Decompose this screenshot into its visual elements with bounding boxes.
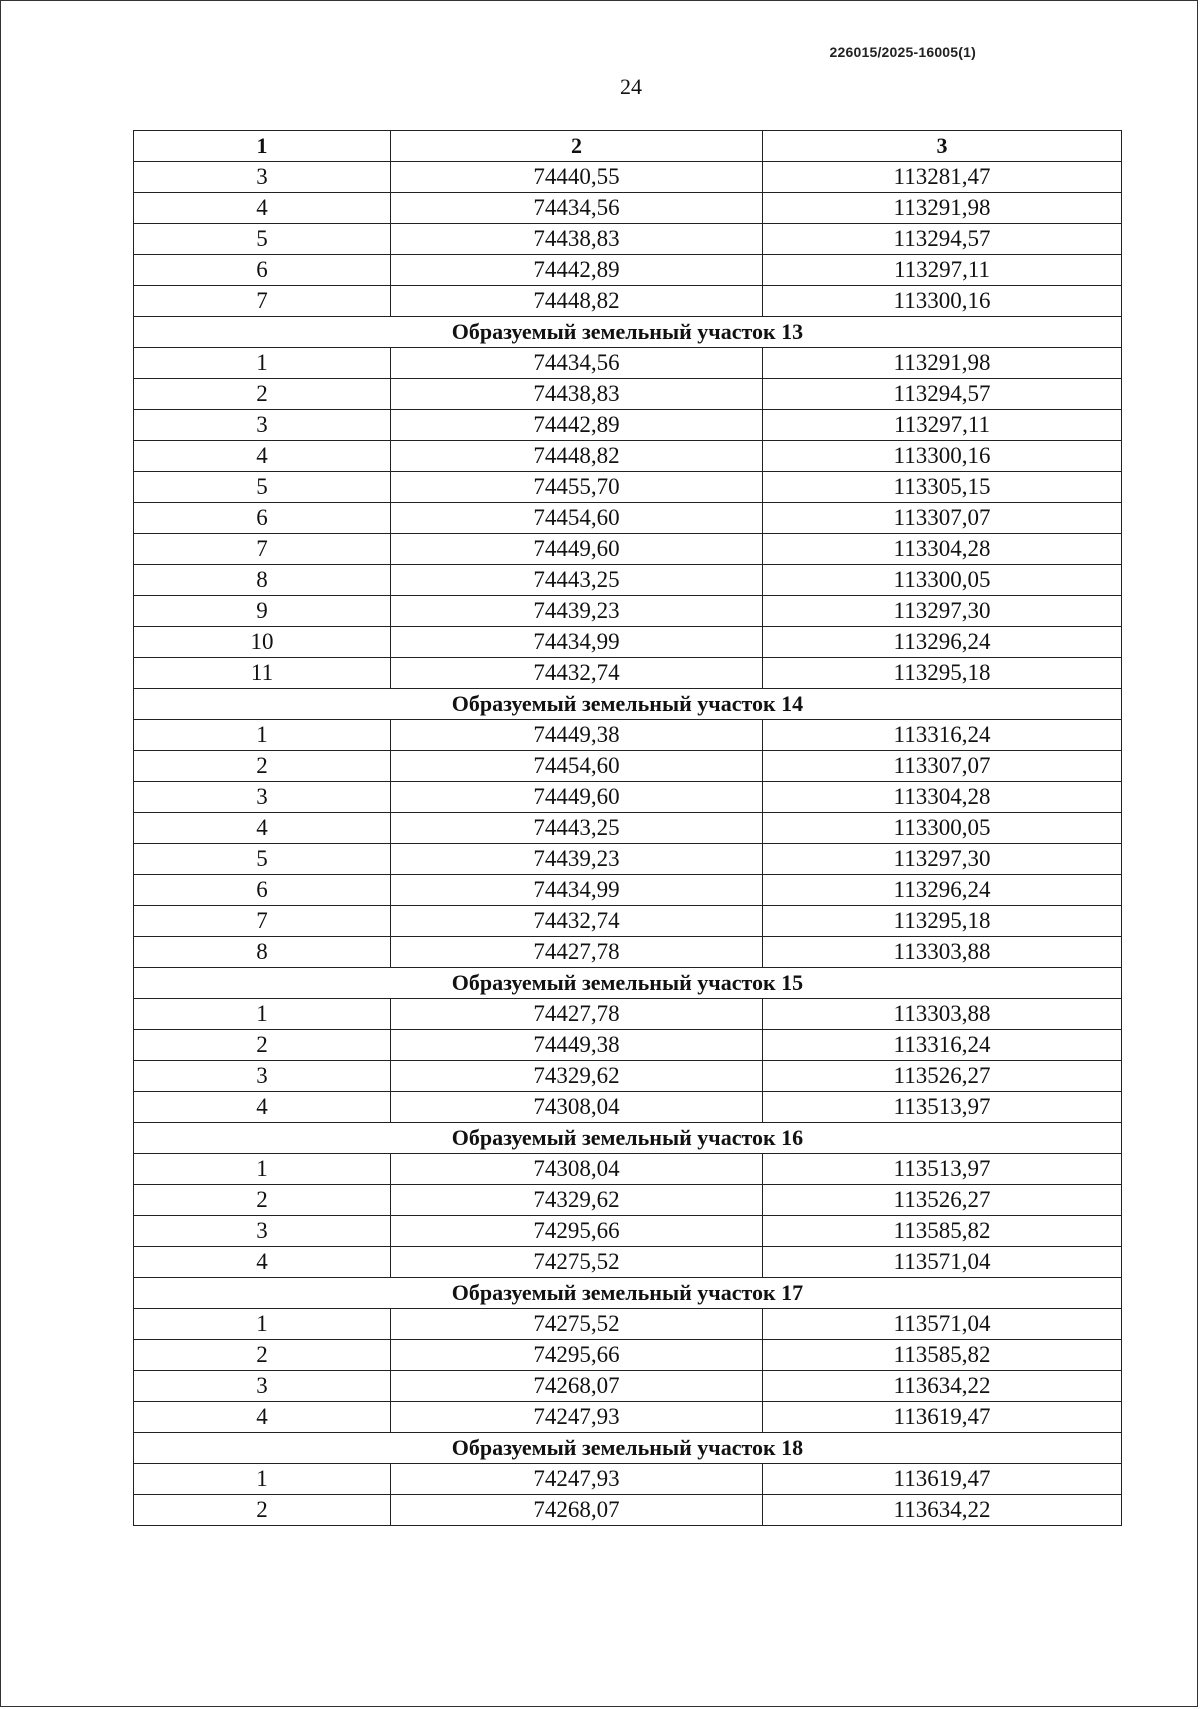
x-coordinate-cell: 74449,38 bbox=[391, 1030, 763, 1061]
table-row bbox=[134, 782, 1122, 813]
y-coordinate-cell: 113300,05 bbox=[763, 565, 1122, 596]
point-number-cell: 4 bbox=[134, 813, 391, 844]
table-row bbox=[134, 875, 1122, 906]
page-number: 24 bbox=[620, 74, 642, 99]
point-number-cell: 2 bbox=[134, 1185, 391, 1216]
section-title: Образуемый земельный участок 14 bbox=[134, 689, 1122, 720]
point-number-cell: 5 bbox=[134, 844, 391, 875]
point-number-cell: 4 bbox=[134, 441, 391, 472]
point-number-cell: 1 bbox=[134, 348, 391, 379]
y-coordinate-cell: 113619,47 bbox=[763, 1402, 1122, 1433]
y-coordinate-cell: 113526,27 bbox=[763, 1061, 1122, 1092]
point-number-cell: 5 bbox=[134, 472, 391, 503]
point-number-cell: 1 bbox=[134, 1154, 391, 1185]
y-coordinate-cell: 113297,11 bbox=[763, 410, 1122, 441]
x-coordinate-cell: 74434,56 bbox=[391, 193, 763, 224]
section-title: Образуемый земельный участок 16 bbox=[134, 1123, 1122, 1154]
table-row bbox=[134, 224, 1122, 255]
point-number-cell: 3 bbox=[134, 782, 391, 813]
table-row bbox=[134, 1154, 1122, 1185]
table-row bbox=[134, 410, 1122, 441]
table-row bbox=[134, 1371, 1122, 1402]
point-number-cell: 11 bbox=[134, 658, 391, 689]
y-coordinate-cell: 113585,82 bbox=[763, 1216, 1122, 1247]
y-coordinate-cell: 113316,24 bbox=[763, 1030, 1122, 1061]
table-row bbox=[134, 906, 1122, 937]
x-coordinate-cell: 74442,89 bbox=[391, 410, 763, 441]
y-coordinate-cell: 113297,30 bbox=[763, 844, 1122, 875]
point-number-cell: 9 bbox=[134, 596, 391, 627]
document-id: 226015/2025-16005(1) bbox=[829, 44, 976, 60]
x-coordinate-cell: 74439,23 bbox=[391, 596, 763, 627]
section-header-row bbox=[134, 968, 1122, 999]
section-header-row bbox=[134, 1278, 1122, 1309]
header-cell: 2 bbox=[391, 131, 763, 162]
x-coordinate-cell: 74443,25 bbox=[391, 813, 763, 844]
x-coordinate-cell: 74295,66 bbox=[391, 1340, 763, 1371]
y-coordinate-cell: 113295,18 bbox=[763, 906, 1122, 937]
table-row bbox=[134, 565, 1122, 596]
x-coordinate-cell: 74295,66 bbox=[391, 1216, 763, 1247]
table-row bbox=[134, 596, 1122, 627]
x-coordinate-cell: 74443,25 bbox=[391, 565, 763, 596]
y-coordinate-cell: 113307,07 bbox=[763, 751, 1122, 782]
table-row bbox=[134, 534, 1122, 565]
y-coordinate-cell: 113294,57 bbox=[763, 224, 1122, 255]
table-row bbox=[134, 658, 1122, 689]
section-header-row bbox=[134, 689, 1122, 720]
y-coordinate-cell: 113526,27 bbox=[763, 1185, 1122, 1216]
table-row bbox=[134, 751, 1122, 782]
x-coordinate-cell: 74448,82 bbox=[391, 441, 763, 472]
point-number-cell: 8 bbox=[134, 565, 391, 596]
table-row bbox=[134, 999, 1122, 1030]
section-title: Образуемый земельный участок 13 bbox=[134, 317, 1122, 348]
y-coordinate-cell: 113294,57 bbox=[763, 379, 1122, 410]
table-row bbox=[134, 1340, 1122, 1371]
table-row bbox=[134, 1464, 1122, 1495]
table-row bbox=[134, 1402, 1122, 1433]
table-header-row bbox=[134, 131, 1122, 162]
table-row bbox=[134, 1092, 1122, 1123]
x-coordinate-cell: 74247,93 bbox=[391, 1402, 763, 1433]
point-number-cell: 4 bbox=[134, 193, 391, 224]
point-number-cell: 7 bbox=[134, 534, 391, 565]
x-coordinate-cell: 74434,56 bbox=[391, 348, 763, 379]
point-number-cell: 6 bbox=[134, 503, 391, 534]
table-row bbox=[134, 813, 1122, 844]
point-number-cell: 5 bbox=[134, 224, 391, 255]
x-coordinate-cell: 74427,78 bbox=[391, 937, 763, 968]
coordinates-table bbox=[133, 130, 1122, 1526]
point-number-cell: 1 bbox=[134, 1309, 391, 1340]
table-row bbox=[134, 379, 1122, 410]
x-coordinate-cell: 74427,78 bbox=[391, 999, 763, 1030]
x-coordinate-cell: 74442,89 bbox=[391, 255, 763, 286]
table-row bbox=[134, 286, 1122, 317]
table-row bbox=[134, 348, 1122, 379]
x-coordinate-cell: 74438,83 bbox=[391, 224, 763, 255]
x-coordinate-cell: 74438,83 bbox=[391, 379, 763, 410]
section-header-row bbox=[134, 1123, 1122, 1154]
y-coordinate-cell: 113571,04 bbox=[763, 1309, 1122, 1340]
table-row bbox=[134, 1185, 1122, 1216]
x-coordinate-cell: 74308,04 bbox=[391, 1154, 763, 1185]
point-number-cell: 4 bbox=[134, 1092, 391, 1123]
y-coordinate-cell: 113281,47 bbox=[763, 162, 1122, 193]
y-coordinate-cell: 113305,15 bbox=[763, 472, 1122, 503]
x-coordinate-cell: 74449,60 bbox=[391, 782, 763, 813]
table-row bbox=[134, 472, 1122, 503]
point-number-cell: 8 bbox=[134, 937, 391, 968]
x-coordinate-cell: 74247,93 bbox=[391, 1464, 763, 1495]
table-row bbox=[134, 1030, 1122, 1061]
x-coordinate-cell: 74329,62 bbox=[391, 1185, 763, 1216]
table-row bbox=[134, 1216, 1122, 1247]
point-number-cell: 4 bbox=[134, 1247, 391, 1278]
point-number-cell: 7 bbox=[134, 286, 391, 317]
x-coordinate-cell: 74268,07 bbox=[391, 1371, 763, 1402]
y-coordinate-cell: 113291,98 bbox=[763, 193, 1122, 224]
x-coordinate-cell: 74449,60 bbox=[391, 534, 763, 565]
point-number-cell: 2 bbox=[134, 751, 391, 782]
section-title: Образуемый земельный участок 18 bbox=[134, 1433, 1122, 1464]
x-coordinate-cell: 74275,52 bbox=[391, 1309, 763, 1340]
y-coordinate-cell: 113303,88 bbox=[763, 937, 1122, 968]
y-coordinate-cell: 113307,07 bbox=[763, 503, 1122, 534]
x-coordinate-cell: 74432,74 bbox=[391, 906, 763, 937]
y-coordinate-cell: 113634,22 bbox=[763, 1495, 1122, 1526]
table-row bbox=[134, 627, 1122, 658]
point-number-cell: 3 bbox=[134, 410, 391, 441]
table-row bbox=[134, 1061, 1122, 1092]
table-row bbox=[134, 193, 1122, 224]
section-title: Образуемый земельный участок 17 bbox=[134, 1278, 1122, 1309]
y-coordinate-cell: 113571,04 bbox=[763, 1247, 1122, 1278]
y-coordinate-cell: 113304,28 bbox=[763, 782, 1122, 813]
point-number-cell: 2 bbox=[134, 379, 391, 410]
point-number-cell: 1 bbox=[134, 1464, 391, 1495]
table-body bbox=[134, 162, 1122, 1526]
x-coordinate-cell: 74434,99 bbox=[391, 875, 763, 906]
x-coordinate-cell: 74449,38 bbox=[391, 720, 763, 751]
x-coordinate-cell: 74454,60 bbox=[391, 751, 763, 782]
point-number-cell: 3 bbox=[134, 1216, 391, 1247]
x-coordinate-cell: 74268,07 bbox=[391, 1495, 763, 1526]
point-number-cell: 4 bbox=[134, 1402, 391, 1433]
y-coordinate-cell: 113316,24 bbox=[763, 720, 1122, 751]
table-row bbox=[134, 441, 1122, 472]
table-row bbox=[134, 255, 1122, 286]
section-header-row bbox=[134, 317, 1122, 348]
y-coordinate-cell: 113295,18 bbox=[763, 658, 1122, 689]
y-coordinate-cell: 113300,16 bbox=[763, 286, 1122, 317]
table-row bbox=[134, 1247, 1122, 1278]
point-number-cell: 2 bbox=[134, 1495, 391, 1526]
y-coordinate-cell: 113291,98 bbox=[763, 348, 1122, 379]
x-coordinate-cell: 74448,82 bbox=[391, 286, 763, 317]
point-number-cell: 1 bbox=[134, 720, 391, 751]
point-number-cell: 2 bbox=[134, 1340, 391, 1371]
x-coordinate-cell: 74329,62 bbox=[391, 1061, 763, 1092]
section-header-row bbox=[134, 1433, 1122, 1464]
point-number-cell: 10 bbox=[134, 627, 391, 658]
y-coordinate-cell: 113585,82 bbox=[763, 1340, 1122, 1371]
y-coordinate-cell: 113513,97 bbox=[763, 1154, 1122, 1185]
point-number-cell: 3 bbox=[134, 162, 391, 193]
x-coordinate-cell: 74454,60 bbox=[391, 503, 763, 534]
y-coordinate-cell: 113634,22 bbox=[763, 1371, 1122, 1402]
y-coordinate-cell: 113300,16 bbox=[763, 441, 1122, 472]
x-coordinate-cell: 74432,74 bbox=[391, 658, 763, 689]
x-coordinate-cell: 74455,70 bbox=[391, 472, 763, 503]
point-number-cell: 7 bbox=[134, 906, 391, 937]
y-coordinate-cell: 113300,05 bbox=[763, 813, 1122, 844]
y-coordinate-cell: 113297,11 bbox=[763, 255, 1122, 286]
table-row bbox=[134, 937, 1122, 968]
point-number-cell: 2 bbox=[134, 1030, 391, 1061]
y-coordinate-cell: 113304,28 bbox=[763, 534, 1122, 565]
point-number-cell: 3 bbox=[134, 1371, 391, 1402]
table-row bbox=[134, 1309, 1122, 1340]
point-number-cell: 1 bbox=[134, 999, 391, 1030]
y-coordinate-cell: 113296,24 bbox=[763, 875, 1122, 906]
x-coordinate-cell: 74275,52 bbox=[391, 1247, 763, 1278]
header-cell: 1 bbox=[134, 131, 391, 162]
y-coordinate-cell: 113296,24 bbox=[763, 627, 1122, 658]
y-coordinate-cell: 113619,47 bbox=[763, 1464, 1122, 1495]
section-title: Образуемый земельный участок 15 bbox=[134, 968, 1122, 999]
y-coordinate-cell: 113297,30 bbox=[763, 596, 1122, 627]
point-number-cell: 6 bbox=[134, 255, 391, 286]
point-number-cell: 6 bbox=[134, 875, 391, 906]
header-cell: 3 bbox=[763, 131, 1122, 162]
table-row bbox=[134, 720, 1122, 751]
point-number-cell: 3 bbox=[134, 1061, 391, 1092]
x-coordinate-cell: 74434,99 bbox=[391, 627, 763, 658]
x-coordinate-cell: 74440,55 bbox=[391, 162, 763, 193]
table-row bbox=[134, 162, 1122, 193]
y-coordinate-cell: 113513,97 bbox=[763, 1092, 1122, 1123]
table-row bbox=[134, 1495, 1122, 1526]
x-coordinate-cell: 74439,23 bbox=[391, 844, 763, 875]
table-row bbox=[134, 844, 1122, 875]
y-coordinate-cell: 113303,88 bbox=[763, 999, 1122, 1030]
x-coordinate-cell: 74308,04 bbox=[391, 1092, 763, 1123]
table-row bbox=[134, 503, 1122, 534]
